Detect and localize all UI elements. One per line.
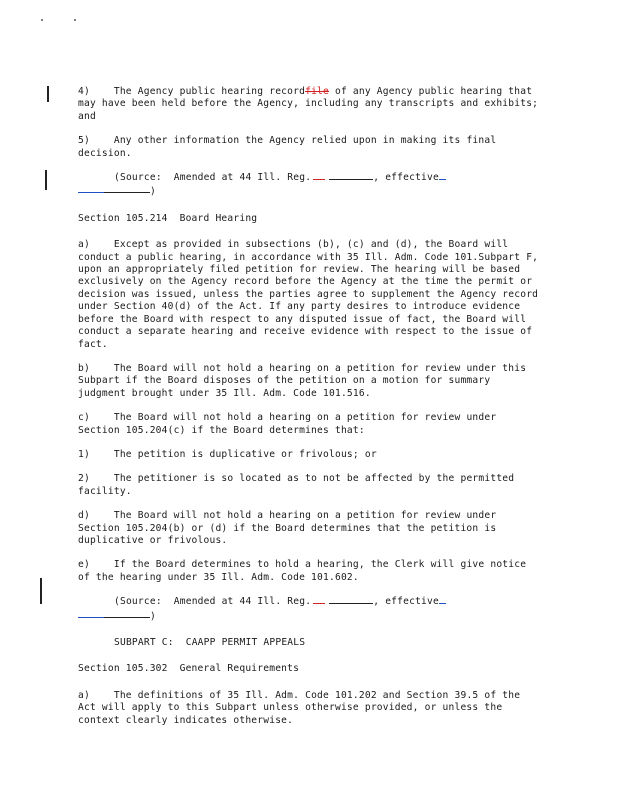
paragraph-number: a) — [78, 689, 90, 701]
section-heading: Section 105.302 General Requirements — [78, 663, 300, 675]
scan-speck — [41, 19, 43, 21]
source-note: (Source: Amended at 44 Ill. Reg. , effective — [78, 172, 544, 184]
paragraph-number: c) — [78, 412, 90, 424]
paragraph-e: e) If the Board determines to hold a hearing, the Clerk will give notice of the hearing under 35 Ill. Adm. Code 101.602. — [78, 559, 527, 583]
paragraph-b: b) The Board will not hold a hearing on a petition for review under this Subpart if the Board disposes of the petition on a motion for summary judgment brought under 35 Ill. Adm. Code 101.516. — [78, 362, 527, 399]
source-note-line-2: ) — [78, 609, 544, 623]
paragraph-c: c) The Board will not hold a hearing on a petition for review under Section 105.204(c) if the Board determines that: — [78, 412, 497, 436]
document-body — [78, 86, 544, 727]
scan-speck — [74, 19, 76, 21]
inserted-blank — [439, 179, 446, 180]
effective-date-blank — [78, 609, 150, 619]
paragraph-number: b) — [78, 362, 90, 374]
source-note-line-2: ) — [78, 184, 544, 198]
paragraph-c-1: 1) The petition is duplicative or frivolous; or — [78, 448, 377, 460]
deleted-text: file — [305, 86, 329, 97]
subpart-heading: SUBPART C: CAAPP PERMIT APPEALS — [114, 637, 306, 648]
revision-margin-bar — [40, 578, 42, 604]
paragraph-number: 1) — [78, 448, 90, 460]
paragraph-d: d) The Board will not hold a hearing on a petition for review under Section 105.204(b) or (d) if the Board determines that the petition is duplicative or frivolous. — [78, 510, 497, 546]
source-note: (Source: Amended at 44 Ill. Reg. , effective — [78, 596, 544, 608]
section-heading: Section 105.214 Board Hearing — [78, 212, 258, 224]
revision-margin-bar — [47, 86, 49, 102]
inserted-blank — [439, 603, 446, 604]
paragraph-number: 2) — [78, 473, 90, 485]
paragraph-4: 4) The Agency public hearing recordfile of any Agency public hearing that may have been held before the Agency, including any transcripts and exhibits; and — [78, 86, 539, 122]
paragraph-number: d) — [78, 510, 90, 522]
paragraph-a: a) Except as provided in subsections (b), (c) and (d), the Board will conduct a public hearing, in accordance with 35 Ill. Adm. Code 101.Subpart F, upon an appropriately filed petition for review. The hearing will be based exclusively on the Agency record before the Agency at the time the permit or decision was issued, unless the parties agree to supplement the Agency record under Section 40(d) of the Act. If any party desires to introduce evidence before the Board with respect to any disputed issue of fact, the Board will conduct a separate hearing and receive evidence with respect to the issue of fact. — [78, 239, 539, 350]
effective-date-blank — [78, 184, 150, 194]
paragraph-5: 5) Any other information the Agency relied upon in making its final decision. — [78, 135, 497, 159]
paragraph-c-2: 2) The petitioner is so located as to not be affected by the permitted facility. — [78, 473, 515, 497]
paragraph-number: e) — [78, 559, 90, 571]
deleted-blank — [313, 603, 325, 604]
paragraph-302-a: a) The definitions of 35 Ill. Adm. Code 101.202 and Section 39.5 of the Act will apply to this Subpart unless otherwise provided, or unless the context clearly indicates otherwise. — [78, 689, 521, 726]
paragraph-number: 5) — [78, 135, 90, 147]
deleted-blank — [313, 179, 325, 180]
register-blank — [329, 603, 373, 604]
revision-margin-bar — [45, 170, 47, 190]
paragraph-number: a) — [78, 239, 90, 251]
register-blank — [329, 179, 373, 180]
paragraph-number: 4) — [78, 86, 90, 97]
